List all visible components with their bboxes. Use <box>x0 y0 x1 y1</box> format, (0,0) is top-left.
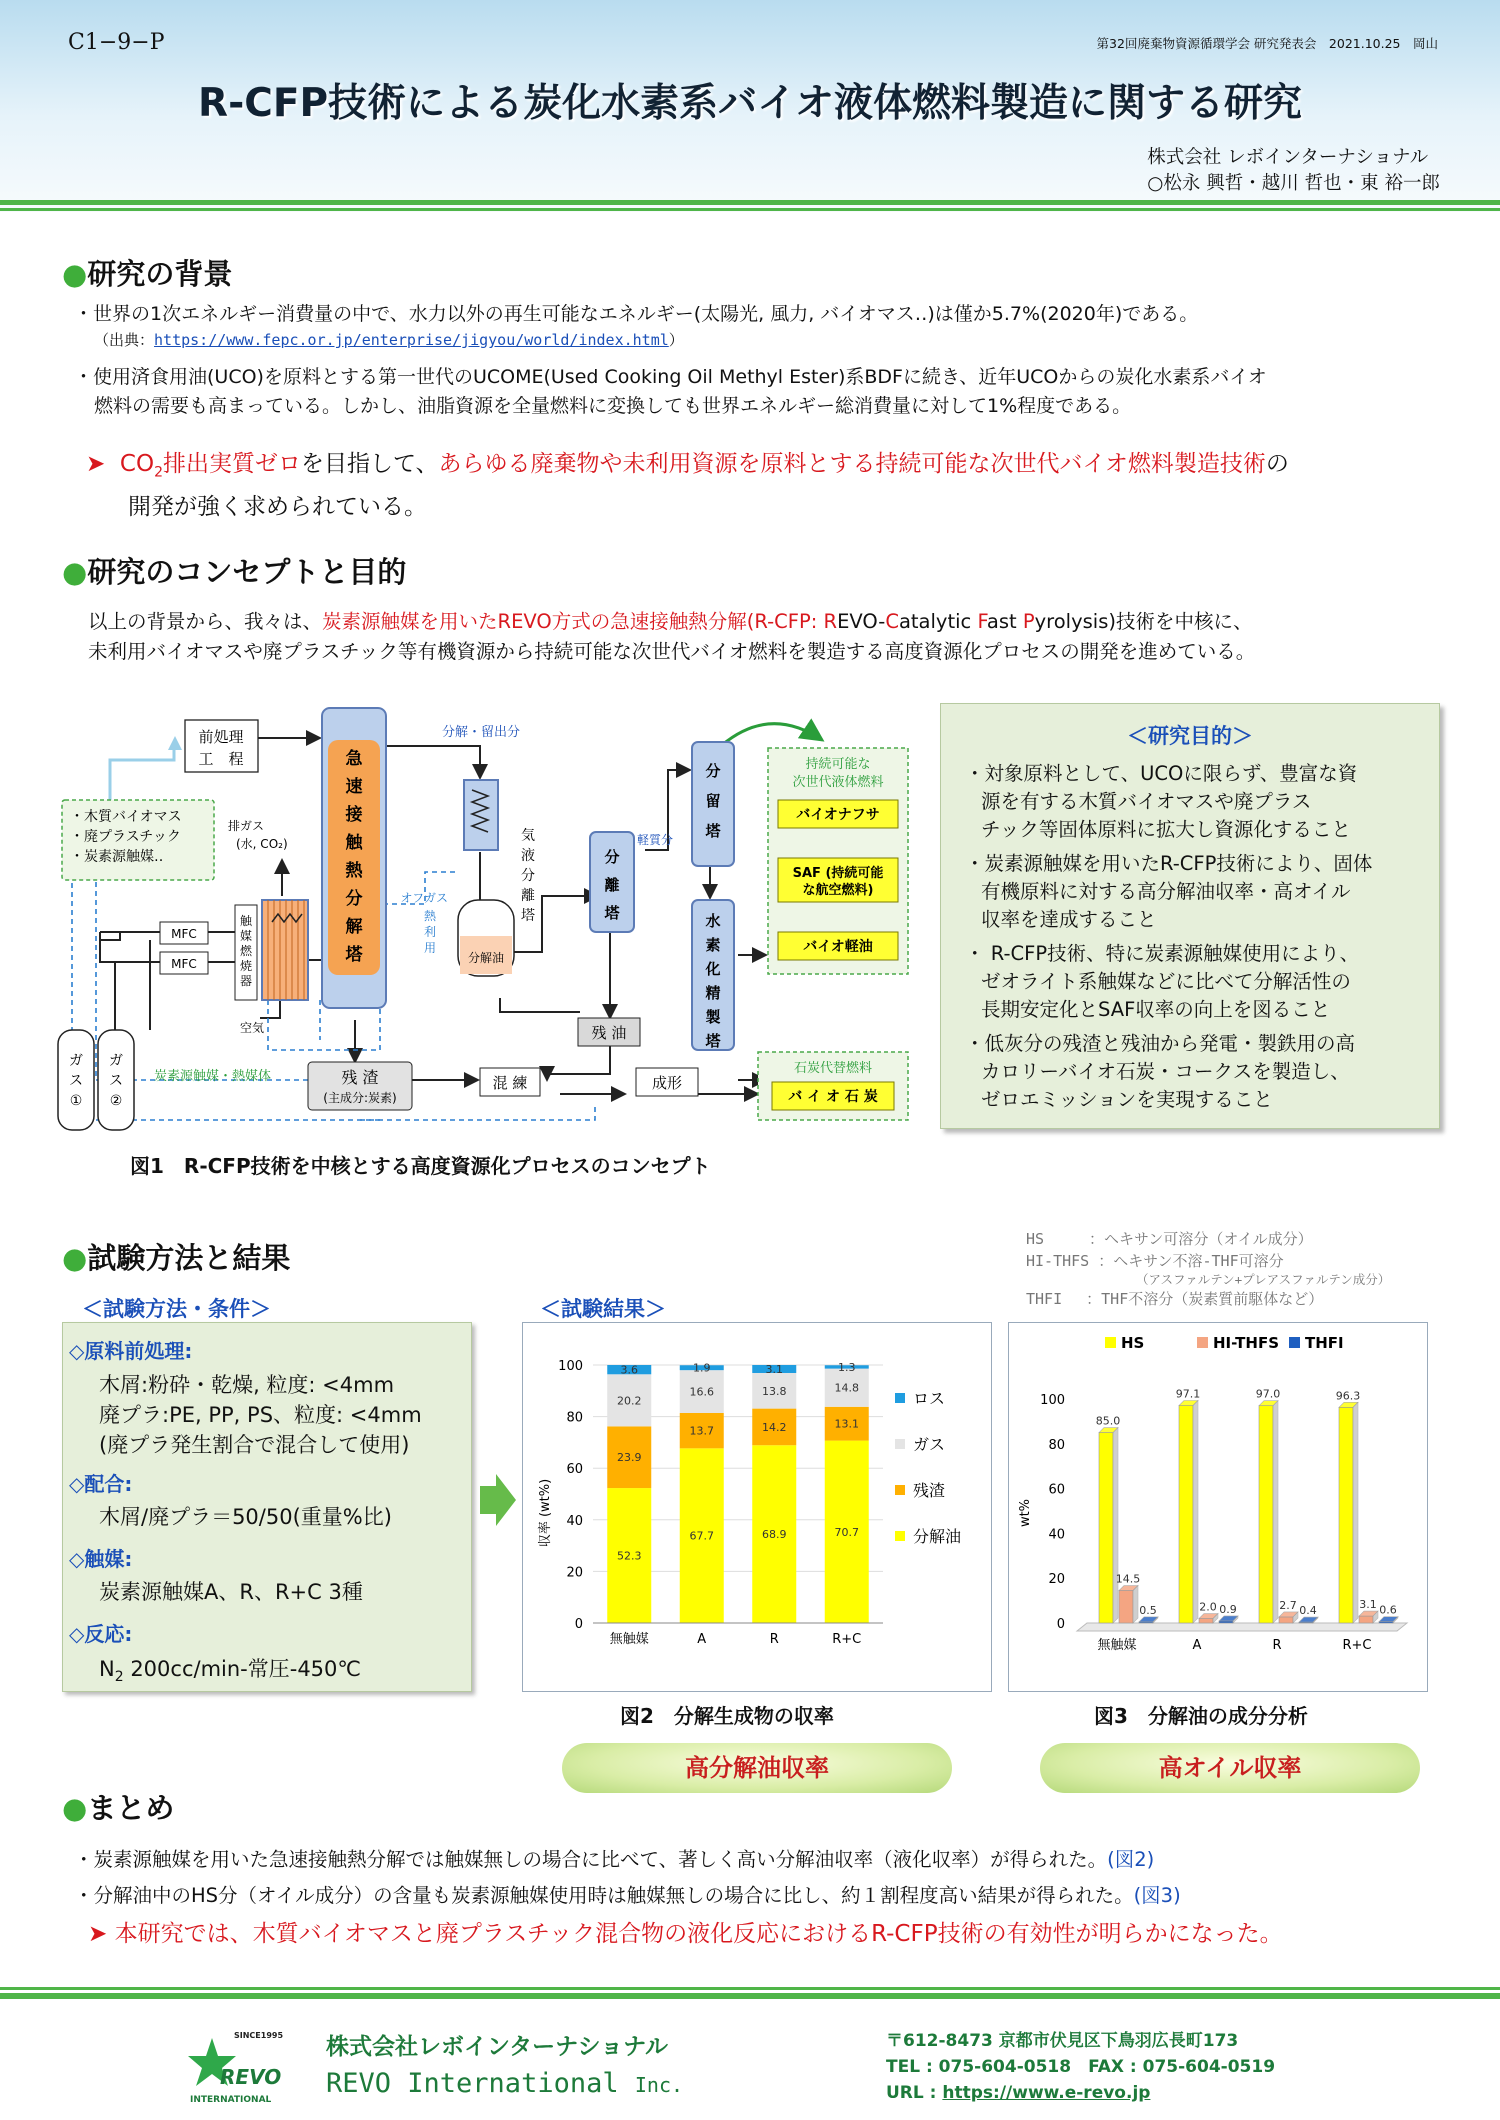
fig3-data-label: 0.4 <box>1299 1604 1317 1618</box>
fig3-legend-label: THFI <box>1305 1334 1344 1352</box>
fig3-bar <box>1199 1619 1213 1623</box>
fig3-ytick: 80 <box>1048 1437 1065 1453</box>
svg-text:塔: 塔 <box>705 822 721 840</box>
svg-text:精: 精 <box>705 984 721 1002</box>
svg-text:ス: ス <box>69 1073 83 1089</box>
svg-text:ガ: ガ <box>109 1053 123 1069</box>
section-methods-heading: ●試験方法と結果 <box>62 1241 291 1275</box>
svg-text:速: 速 <box>345 777 363 797</box>
svg-text:SINCE1995: SINCE1995 <box>234 2031 284 2040</box>
fig3-bar <box>1279 1617 1293 1623</box>
pill-high-oil-yield: 高分解油収率 <box>562 1743 952 1793</box>
bullet-1: ・世界の1次エネルギー消費量の中で、水力以外の再生可能なエネルギー(太陽光, 風力, バイオマス‥)は僅か5.7%(2020年)である。 <box>74 303 1199 325</box>
fig3-bar <box>1339 1407 1353 1623</box>
svg-text:焼: 焼 <box>239 959 253 973</box>
contact-block: 〒612-8473 京都市伏見区下鳥羽広長町173 TEL : 075-604-0518 FAX : 075-604-0519 URL : https://www.e-revo.jp <box>886 2031 1276 2103</box>
feed-1: ・木質バイオマス <box>70 809 182 825</box>
revo-logo <box>186 2026 284 2106</box>
fig2-data-label: 13.7 <box>689 1424 714 1438</box>
svg-text:混 練: 混 練 <box>492 1074 528 1092</box>
arrow-icon: ➤ <box>86 451 106 477</box>
purpose-box: ＜研究目的＞ ・対象原料として、UCOに限らず、豊富な資 源を有する木質バイオマスや廃プラス チック等固体原料に拡大し資源化すること ・炭素源触媒を用いたR-CFP技術により、固体 有機原料に対する高分解油収率・高オイル 収率を達成すること ・ R-CFP技術、特に炭素源触媒使用により、 ゼオライト系触媒などに比べて分解活性の 長期安定化とSAF収率の向上を図ること ・低灰分の残渣と残油から発電・製鉄用の高 カロリーバイオ石炭・コークスを製造し、 ゼロエミッションを実現すること <box>940 703 1440 1129</box>
fig2-data-label: 1.9 <box>693 1361 711 1375</box>
results-title: ＜試験結果＞ <box>540 1297 666 1321</box>
authors-block <box>1147 145 1440 197</box>
fig2-xtick: R <box>769 1632 779 1647</box>
conditions-title: ＜試験方法・条件＞ <box>82 1297 271 1321</box>
svg-text:水: 水 <box>705 912 721 930</box>
fig2-legend-swatch <box>895 1439 905 1449</box>
fig2-data-label: 20.2 <box>617 1394 642 1408</box>
fig3-data-label: 2.0 <box>1199 1600 1217 1614</box>
fig2-data-label: 23.9 <box>617 1451 642 1465</box>
svg-text:成形: 成形 <box>651 1074 683 1092</box>
svg-text:化: 化 <box>705 960 721 978</box>
fig1-caption: 図1 R-CFP技術を中核とする高度資源化プロセスのコンセプト <box>130 1154 711 1178</box>
source-link[interactable]: https://www.fepc.or.jp/enterprise/jigyou/world/index.html <box>154 331 669 349</box>
fig3-xtick: R+C <box>1342 1638 1372 1653</box>
svg-text:熱: 熱 <box>423 909 437 923</box>
fig3-bar-side <box>1353 1402 1358 1623</box>
website-link[interactable]: https://www.e-revo.jp <box>942 2083 1151 2103</box>
svg-text:軽質分: 軽質分 <box>637 833 674 847</box>
company-name-jp: 株式会社レボインターナショナル <box>326 2034 669 2060</box>
fig3-bar <box>1119 1591 1133 1623</box>
svg-text:な航空燃料): な航空燃料) <box>802 883 874 898</box>
company-name-en: REVO International Inc. <box>326 2068 684 2099</box>
fig3-bar-side <box>1273 1401 1278 1623</box>
fig2-data-label: 1.3 <box>838 1360 856 1374</box>
poster-code: C1−9−P <box>68 30 165 55</box>
svg-text:急: 急 <box>345 749 363 769</box>
feed-2: ・廃プラスチック <box>70 829 181 845</box>
svg-text:炭素源触媒・熱媒体: 炭素源触媒・熱媒体 <box>154 1069 272 1084</box>
fig3-floor <box>1077 1623 1407 1631</box>
svg-text:分: 分 <box>345 889 363 909</box>
summary-list: ・炭素源触媒を用いた急速接触熱分解では触媒無しの場合に比べて、著しく高い分解油収率（液化収率）が得られた。(図2) ・分解油中のHS分（オイル成分）の含量も炭素源触媒使用時は触媒無しの場合に比し、約１割程度高い結果が得られた。(図3) ➤ 本研究では、木質バイオマスと廃プラスチック混合物の液化反応におけるR-CFP技術の有効性が明らかになった。 <box>74 1848 1283 1947</box>
fig2-ytick: 0 <box>574 1617 583 1632</box>
svg-text:MFC: MFC <box>171 927 197 941</box>
pill-high-oil-content: 高オイル収率 <box>1040 1743 1420 1793</box>
svg-text:触: 触 <box>345 833 363 853</box>
svg-text:留: 留 <box>705 792 721 810</box>
fig2-data-label: 70.7 <box>834 1525 859 1539</box>
fig3-legend-swatch <box>1105 1337 1116 1348</box>
section-concept-heading: ●研究のコンセプトと目的 <box>62 555 407 589</box>
fig3-data-label: 2.7 <box>1279 1598 1297 1612</box>
svg-text:燃: 燃 <box>239 944 253 958</box>
fig3-data-label: 3.1 <box>1359 1598 1377 1612</box>
fig2-data-label: 67.7 <box>689 1529 714 1543</box>
fig3-frame <box>1008 1322 1428 1692</box>
fig3-chart <box>1009 1323 1429 1693</box>
fig2-legend-label: ガス <box>913 1435 946 1454</box>
conclusion-callout: ➤ $CO_2$排出実質ゼロを目指して、あらゆる廃棄物や未利用資源を原料とする持続可能な次世代バイオ燃料製造技術の 開発が強く求められている。 <box>86 451 1289 520</box>
fig2-ylabel: 収率 (wt%) <box>538 1478 553 1548</box>
svg-text:分解・留出分: 分解・留出分 <box>442 725 521 740</box>
fig3-data-label: 85.0 <box>1095 1414 1121 1428</box>
svg-text:前処理: 前処理 <box>198 728 244 746</box>
svg-text:気: 気 <box>521 828 535 844</box>
fig2-ytick: 60 <box>566 1462 583 1478</box>
fig2-caption: 図2 分解生成物の収率 <box>620 1704 834 1728</box>
fig2-ytick: 40 <box>566 1513 583 1529</box>
conference-meta: 第32回廃棄物資源循環学会 研究発表会 2021.10.25 岡山 <box>1096 36 1438 51</box>
fig3-data-label: 0.6 <box>1379 1603 1397 1617</box>
fig2-data-label: 68.9 <box>762 1528 787 1542</box>
svg-text:残 渣: 残 渣 <box>341 1068 379 1087</box>
affiliation: 株式会社 レボインターナショナル <box>1147 147 1429 168</box>
fig3-bar <box>1179 1405 1193 1623</box>
fig2-legend-swatch <box>895 1531 905 1541</box>
footer-stripe <box>0 1993 1500 1999</box>
fig2-ytick: 80 <box>566 1410 583 1426</box>
fig2-legend-label: ロス <box>913 1389 946 1408</box>
svg-text:REVO: REVO <box>220 2065 282 2089</box>
svg-text:石炭代替燃料: 石炭代替燃料 <box>793 1061 873 1076</box>
svg-text:バイオナフサ: バイオナフサ <box>796 807 880 823</box>
fig3-ytick: 0 <box>1056 1617 1065 1632</box>
fig2-data-label: 3.6 <box>620 1363 638 1377</box>
fig3-ytick: 60 <box>1048 1482 1065 1498</box>
svg-text:塔: 塔 <box>345 945 363 965</box>
svg-text:(主成分:炭素): (主成分:炭素) <box>323 1091 397 1105</box>
section-summary-heading: ●まとめ <box>62 1791 175 1825</box>
fig2-data-label: 52.3 <box>617 1549 642 1563</box>
fig3-legend-label: HS <box>1121 1334 1145 1352</box>
fig3-data-label: 0.5 <box>1139 1603 1157 1617</box>
fig3-xtick: R <box>1272 1638 1282 1653</box>
svg-text:用: 用 <box>423 941 437 955</box>
fig3-legend-swatch <box>1197 1337 1208 1348</box>
header-stripe <box>0 200 1500 205</box>
fig2-data-label: 16.6 <box>689 1385 714 1399</box>
svg-text:離: 離 <box>604 876 620 894</box>
fig3-data-label: 14.5 <box>1115 1572 1141 1586</box>
svg-text:ス: ス <box>109 1073 123 1089</box>
svg-text:残 油: 残 油 <box>591 1024 627 1042</box>
fig3-data-label: 96.3 <box>1335 1389 1361 1403</box>
svg-text:分: 分 <box>521 868 535 884</box>
fig3-bar-side <box>1193 1400 1198 1623</box>
svg-text:排ガス: 排ガス <box>227 819 265 833</box>
fig3-ytick: 40 <box>1048 1527 1065 1543</box>
svg-text:熱: 熱 <box>345 861 363 881</box>
svg-text:INTERNATIONAL: INTERNATIONAL <box>190 2095 272 2105</box>
svg-text:接: 接 <box>345 805 363 825</box>
header-stripe-thin <box>0 208 1500 211</box>
fig2-legend-label: 分解油 <box>913 1527 962 1546</box>
fig3-bar <box>1099 1433 1113 1623</box>
svg-text:空気: 空気 <box>240 1021 265 1035</box>
fig2-ytick: 20 <box>566 1565 583 1581</box>
concept-paragraph: 以上の背景から、我々は、炭素源触媒を用いたREVO方式の急速接触熱分解(R-CFP: REVO-Catalytic Fast Pyrolysis)技術を中核に、 未利用バイオマスや廃プラスチック等有機資源から持続可能な次世代バイオ燃料を製造する高度資源化プロセスの開発を進めている。 <box>88 610 1256 663</box>
fig3-ytick: 20 <box>1048 1572 1065 1588</box>
svg-text:触: 触 <box>239 914 253 928</box>
feed-3: ・炭素源触媒‥ <box>70 849 164 865</box>
fig2-data-label: 13.8 <box>762 1384 787 1398</box>
svg-text:液: 液 <box>521 848 535 864</box>
svg-text:離: 離 <box>521 888 535 904</box>
svg-text:分解油: 分解油 <box>467 951 505 965</box>
purpose-list: ・対象原料として、UCOに限らず、豊富な資 源を有する木質バイオマスや廃プラス チック等固体原料に拡大し資源化すること ・炭素源触媒を用いたR-CFP技術により、固体 有機原料に対する高分解油収率・高オイル 収率を達成すること ・ R-CFP技術、特に炭素源触媒使用により、 ゼオライト系触媒などに比べて分解活性の 長期安定化とSAF収率の向上を図ること ・低灰分の残渣と残油から発電・製鉄用の高 カロリーバイオ石炭・コークスを製造し、 ゼロエミッションを実現すること <box>965 762 1373 1111</box>
fig2-legend-swatch <box>895 1393 905 1403</box>
footer-stripe-thin <box>0 1987 1500 1990</box>
fig3-data-label: 97.1 <box>1175 1387 1201 1401</box>
fig3-data-label: 0.9 <box>1219 1602 1237 1616</box>
svg-text:ガ: ガ <box>69 1053 83 1069</box>
fig3-ytick: 100 <box>1040 1393 1065 1408</box>
svg-text:塔: 塔 <box>521 908 535 924</box>
svg-text:SAF (持続可能: SAF (持続可能 <box>792 866 884 881</box>
fig3-data-label: 97.0 <box>1255 1387 1281 1401</box>
svg-text:製: 製 <box>705 1008 721 1026</box>
fig2-legend-swatch <box>895 1485 905 1495</box>
fig2-xtick: 無触媒 <box>609 1632 649 1647</box>
fig2-ytick: 100 <box>558 1359 583 1374</box>
svg-text:分: 分 <box>604 848 620 866</box>
svg-text:オフガス: オフガス <box>400 891 448 905</box>
svg-text:塔: 塔 <box>705 1032 721 1050</box>
fig2-data-label: 14.8 <box>834 1381 859 1395</box>
svg-text:②: ② <box>109 1093 123 1109</box>
svg-text:次世代液体燃料: 次世代液体燃料 <box>792 775 884 790</box>
fig3-legend-label: HI-THFS <box>1213 1334 1279 1352</box>
conditions-box: ◇原料前処理: 木屑:粉砕・乾燥, 粒度: <4mm 廃プラ:PE, PP, PS、粒度: <4mm (廃プラ発生割合で混合して使用) ◇配合: 木屑/廃プラ＝50/50(重量%比) ◇触媒: 炭素源触媒A、R、R+C 3種 ◇反応: $N_2$ 200cc/min-常圧-450℃ <box>62 1322 472 1692</box>
svg-text:塔: 塔 <box>604 904 620 922</box>
fig3-bar <box>1219 1621 1233 1623</box>
fig3-ylabel: wt% <box>1018 1498 1033 1528</box>
authors: ○松永 興哲・越川 哲也・東 裕一郎 <box>1147 173 1440 194</box>
fig2-xtick: R+C <box>832 1632 862 1647</box>
process-diagram <box>50 700 930 1150</box>
section-background-heading: ●研究の背景 <box>62 257 233 291</box>
svg-text:媒: 媒 <box>239 929 253 943</box>
background-bullets <box>74 300 1454 421</box>
svg-text:①: ① <box>69 1093 83 1109</box>
page-title: R-CFP技術による炭化水素系バイオ液体燃料製造に関する研究 <box>198 81 1302 126</box>
fig3-bar <box>1359 1616 1373 1623</box>
svg-text:利: 利 <box>423 925 437 939</box>
fig3-bar-side <box>1133 1586 1138 1623</box>
fig3-caption: 図3 分解油の成分分析 <box>1094 1704 1308 1728</box>
svg-text:解: 解 <box>345 917 363 937</box>
svg-text:素: 素 <box>705 936 721 954</box>
fig2-chart <box>523 1323 993 1693</box>
fig3-xtick: 無触媒 <box>1097 1638 1137 1653</box>
fig2-xtick: A <box>697 1632 707 1647</box>
fig2-data-label: 14.2 <box>762 1420 787 1434</box>
fig3-bar-side <box>1113 1428 1118 1623</box>
fig2-frame <box>522 1322 992 1692</box>
component-legend: HS ：ヘキサン可溶分（オイル成分） HI-THFS ：ヘキサン不溶-THF可溶分 （アスファルテン+プレアスファルテン成分） THFI ：THF不溶分（炭素質前駆体など） <box>1026 1230 1391 1308</box>
svg-text:器: 器 <box>239 974 253 988</box>
right-arrow-icon <box>478 1472 518 1528</box>
fig2-data-label: 13.1 <box>834 1417 859 1431</box>
fig3-bar <box>1259 1406 1273 1623</box>
svg-text:MFC: MFC <box>171 957 197 971</box>
svg-text:持続可能な: 持続可能な <box>805 757 871 772</box>
svg-text:バイオ軽油: バイオ軽油 <box>803 939 873 955</box>
source-line: （出典：https://www.fepc.or.jp/enterprise/jigyou/world/index.html） <box>94 331 684 349</box>
fig2-legend-label: 残渣 <box>913 1481 946 1500</box>
svg-text:(水, CO₂): (水, CO₂) <box>236 837 288 851</box>
fig3-legend-swatch <box>1289 1337 1300 1348</box>
fig2-data-label: 3.1 <box>765 1362 783 1376</box>
bullet-2-cont: 燃料の需要も高まっている。しかし、油脂資源を全量燃料に変換しても世界エネルギー総消費量に対して1%程度である。 <box>94 395 1132 417</box>
fig3-xtick: A <box>1192 1638 1202 1653</box>
bullet-2: ・使用済食用油(UCO)を原料とする第一世代のUCOME(Used Cooking Oil Methyl Ester)系BDFに続き、近年UCOからの炭化水素系バイオ <box>74 366 1267 388</box>
svg-text:工 程: 工 程 <box>198 750 244 768</box>
svg-text:バ イ オ 石 炭: バ イ オ 石 炭 <box>788 1089 878 1105</box>
svg-text:分: 分 <box>705 762 721 780</box>
